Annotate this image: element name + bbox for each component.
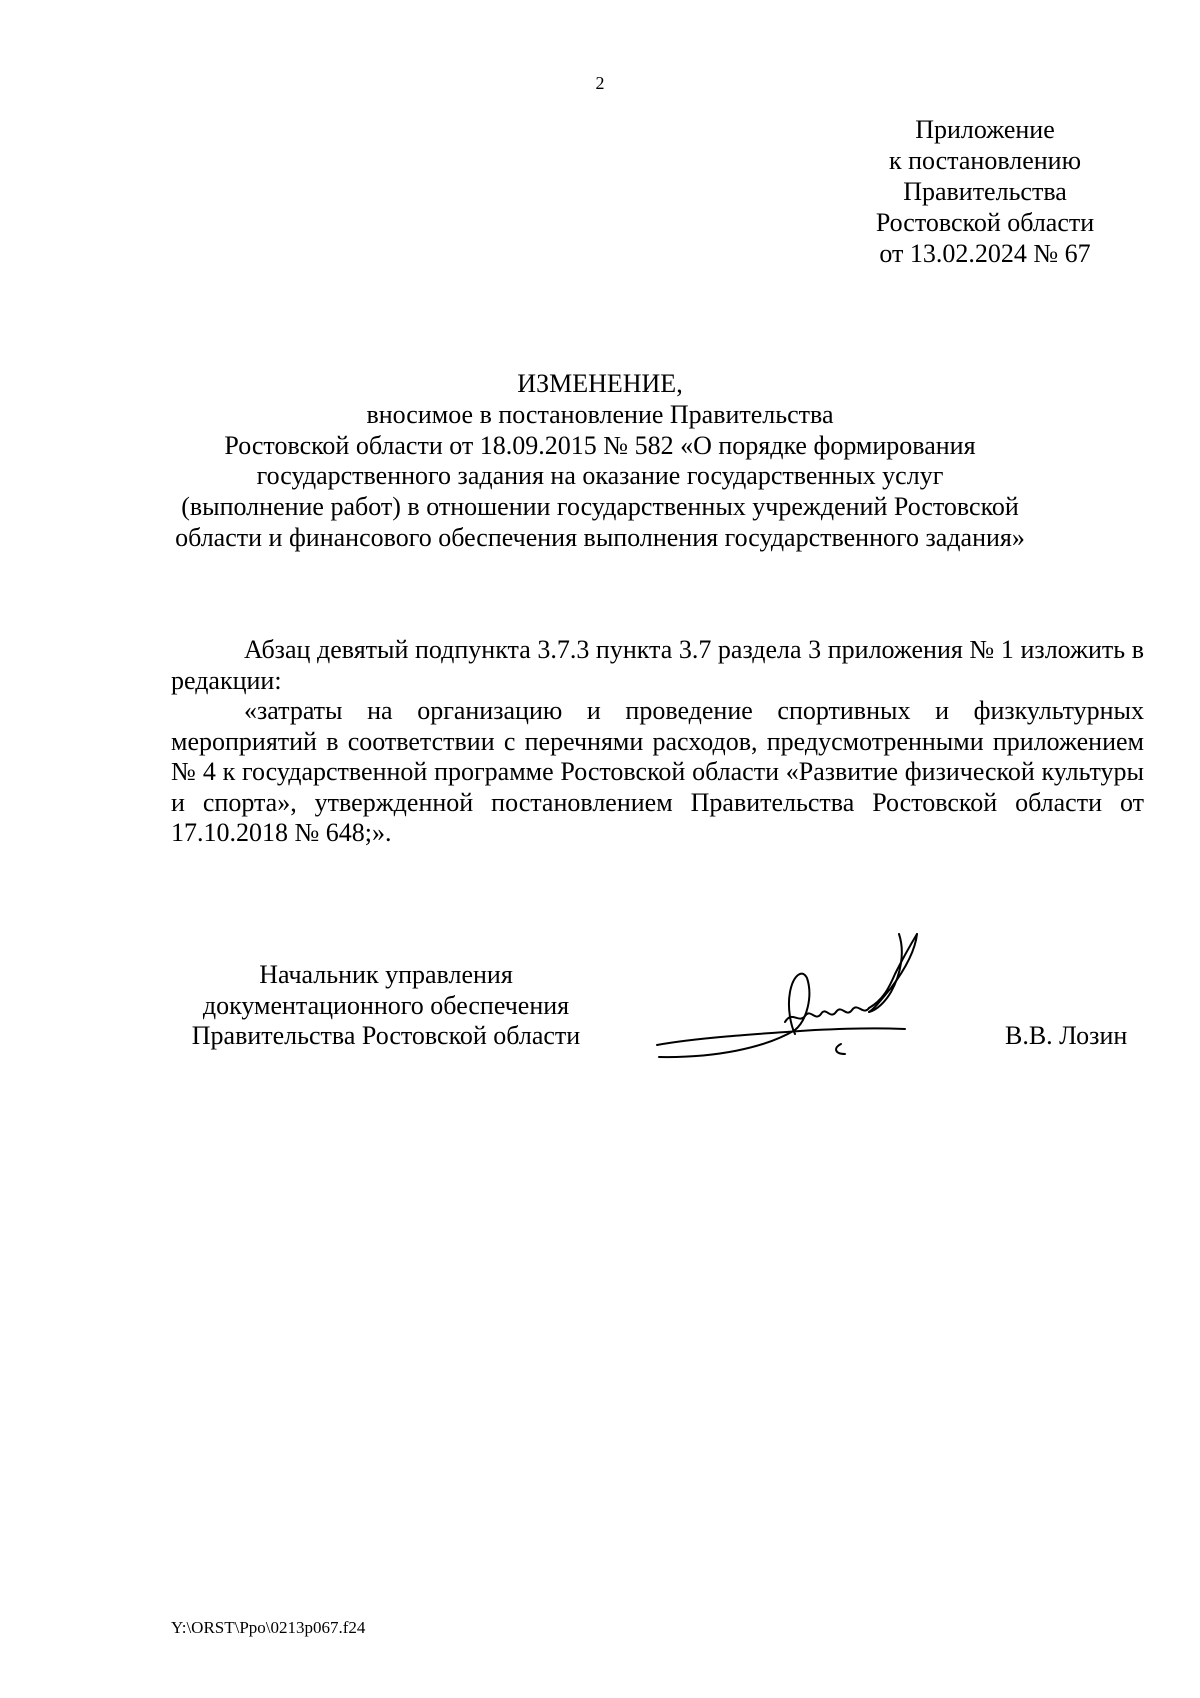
document-heading <box>150 369 1050 554</box>
signer-position-line-2: документационного обеспечения <box>202 990 570 1020</box>
heading-line-5: области и финансового обеспечения выполнения государственного задания» <box>175 522 1025 552</box>
appendix-reference <box>820 114 1150 269</box>
page-number: 2 <box>595 73 605 93</box>
heading-line-2: Ростовской области от 18.09.2015 № 582 «О порядке формирования <box>224 430 976 460</box>
appendix-line-1: Приложение <box>915 115 1055 144</box>
appendix-line-4: Ростовской области <box>875 208 1095 237</box>
heading-line-4: (выполнение работ) в отношении государственных учреждений Ростовской <box>181 492 1019 522</box>
heading-title: ИЗМЕНЕНИЕ, <box>517 369 683 398</box>
body-paragraph-1: Абзац девятый подпункта 3.7.3 пункта 3.7 раздела 3 приложения № 1 изложить в редакции: <box>171 635 1144 695</box>
document-body <box>171 635 1144 849</box>
file-path: Y:\ORST\Ppo\0213p067.f24 <box>171 1618 366 1637</box>
signer-position-line-3: Правительства Ростовской области <box>191 1021 581 1050</box>
signer-position-line-1: Начальник управления <box>259 960 513 989</box>
heading-line-3: государственного задания на оказание государственных услуг <box>256 461 944 491</box>
signer-position <box>171 960 601 1052</box>
appendix-line-3: Правительства <box>903 177 1067 206</box>
appendix-line-5: от 13.02.2024 № 67 <box>879 239 1091 268</box>
heading-line-1: вносимое в постановление Правительства <box>366 399 834 429</box>
appendix-line-2: к постановлению <box>888 146 1082 175</box>
signer-name: В.В. Лозин <box>1005 1021 1128 1050</box>
handwritten-signature <box>655 930 975 1090</box>
body-paragraph-2: «затраты на организацию и проведение спортивных и физкультурных мероприятий в соответствии с перечнями расходов, предусмотренными приложением № 4 к государственной программе Ростовской области «Развитие физической культуры и спорта», утвержденной постановлением Правительства Ростовской области от 17.10.2018 № 648;». <box>171 696 1144 847</box>
